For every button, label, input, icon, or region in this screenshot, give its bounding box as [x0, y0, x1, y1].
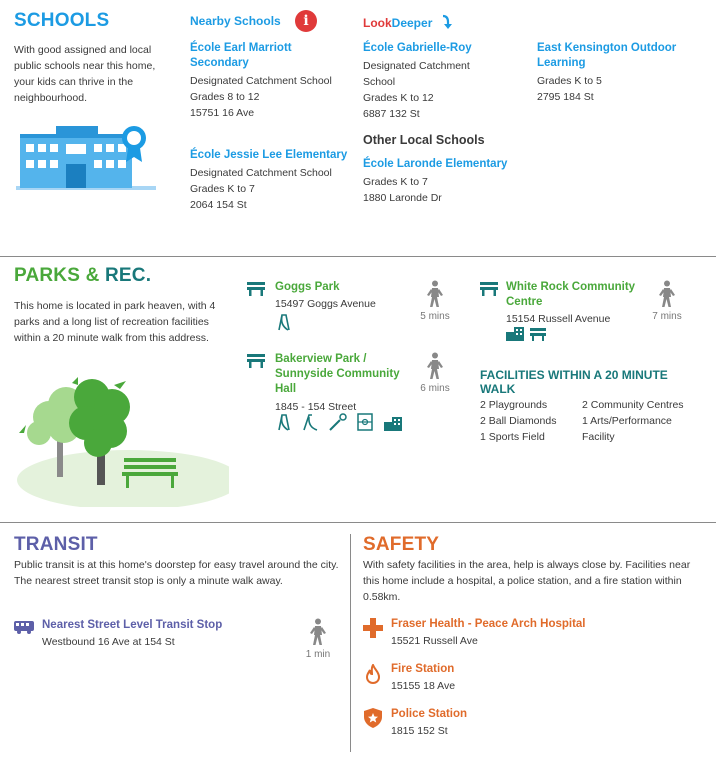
- park-address: 15154 Russell Avenue: [506, 313, 611, 325]
- school-address: 2795 184 St: [537, 91, 594, 103]
- safety-item: [391, 707, 701, 739]
- walking-person-icon: [308, 618, 328, 646]
- playground-slide-icon: [276, 313, 292, 331]
- column-divider: [350, 534, 351, 752]
- transit-stop-address: Westbound 16 Ave at 154 St: [42, 636, 175, 648]
- lookdeeper-button[interactable]: [363, 14, 454, 30]
- school-grades: Grades K to 7: [190, 183, 255, 195]
- park-bench-icon: [247, 280, 265, 296]
- parks-title-amp: &: [80, 265, 105, 286]
- transit-intro: Public transit is at this home's doorstep for easy travel around the city. The nearest street transit stop is only a minute walk away.: [14, 559, 339, 587]
- school-item: [363, 41, 523, 122]
- walk-time: 6 mins: [420, 383, 450, 394]
- walking-person-icon: [657, 280, 677, 308]
- sports-field-icon: [357, 413, 373, 431]
- safety-name-link[interactable]: Fire Station: [391, 663, 455, 675]
- school-address: 1880 Laronde Dr: [363, 192, 442, 204]
- info-icon[interactable]: i: [295, 10, 317, 32]
- community-centre-icon: [384, 417, 402, 431]
- safety-intro: With safety facilities in the area, help is always close by. Facilities near this home include a hospital, a police station, and a fire station within 0.58km.: [363, 559, 691, 603]
- walking-person-icon: [425, 280, 445, 308]
- facility-icons: [276, 413, 402, 436]
- facilities-right-list: [582, 397, 697, 445]
- safety-address: 15521 Russell Ave: [391, 635, 478, 647]
- park-item: [275, 280, 415, 312]
- safety-address: 15155 18 Ave: [391, 680, 456, 692]
- school-name-link[interactable]: École Jessie Lee Elementary: [190, 149, 348, 161]
- school-grades: Grades K to 5: [537, 75, 602, 87]
- safety-name-link[interactable]: Fraser Health - Peace Arch Hospital: [391, 618, 586, 630]
- walk-time: 1 min: [305, 649, 331, 660]
- facility-item: 1 Arts/Performance Facility: [582, 415, 672, 443]
- facility-item: 1 Sports Field: [480, 431, 545, 443]
- community-centre-icon: [506, 327, 524, 341]
- nearby-schools-label: Nearby Schools: [190, 14, 281, 28]
- school-item: [190, 148, 350, 213]
- transit-stop: [42, 618, 292, 650]
- park-bench-icon: [480, 280, 498, 296]
- fire-icon: [365, 664, 381, 684]
- park-item: [506, 280, 646, 327]
- playground-slide-icon: [276, 413, 292, 431]
- school-name-link[interactable]: École Earl Marriott Secondary: [190, 42, 292, 69]
- park-bench-icon: [530, 327, 546, 341]
- lookdeeper-deeper: Deeper: [391, 16, 433, 30]
- park-bench-icon: [247, 352, 265, 368]
- school-address: 15751 16 Ave: [190, 107, 255, 119]
- hospital-cross-icon: [363, 618, 383, 638]
- school-name-link[interactable]: École Gabrielle-Roy: [363, 42, 472, 54]
- walking-person-icon: [425, 352, 445, 380]
- ball-diamond-icon: [329, 413, 347, 431]
- facilities-left-list: [480, 397, 580, 445]
- facility-item: 2 Playgrounds: [480, 399, 548, 411]
- park-name-link[interactable]: White Rock Community Centre: [506, 281, 636, 308]
- school-type: Designated Catchment School: [190, 75, 332, 87]
- transit-title: TRANSIT: [14, 534, 98, 555]
- facility-item: 2 Ball Diamonds: [480, 415, 557, 427]
- police-badge-icon: [364, 708, 382, 728]
- school-item: [190, 41, 350, 121]
- park-address: 15497 Goggs Avenue: [275, 298, 376, 310]
- parks-intro: This home is located in park heaven, with 4 parks and a long list of recreation facilities within a 20 minute walk from this address.: [14, 300, 216, 344]
- school-name-link[interactable]: East Kensington Outdoor Learning: [537, 42, 677, 69]
- park-name-link[interactable]: Bakerview Park / Sunnyside Community Hall: [275, 353, 400, 395]
- school-grades: Grades K to 12: [363, 92, 434, 104]
- school-grades: Grades K to 7: [363, 176, 428, 188]
- section-divider: [0, 256, 716, 257]
- facilities-title: FACILITIES WITHIN A 20 MINUTE WALK: [480, 368, 668, 396]
- walk-time: 5 mins: [420, 311, 450, 322]
- park-item: [275, 352, 415, 415]
- safety-name-link[interactable]: Police Station: [391, 708, 468, 720]
- lookdeeper-look: Look: [363, 16, 392, 30]
- park-name-link[interactable]: Goggs Park: [275, 281, 340, 293]
- trees-illustration: [14, 375, 229, 507]
- safety-title: SAFETY: [363, 534, 440, 555]
- school-name-link[interactable]: École Laronde Elementary: [363, 158, 508, 170]
- school-address: 2064 154 St: [190, 199, 247, 211]
- school-type: Designated Catchment School: [190, 167, 332, 179]
- transit-stop-link[interactable]: Nearest Street Level Transit Stop: [42, 619, 223, 631]
- section-divider: [0, 522, 716, 523]
- playground-slide-icon: [302, 413, 318, 431]
- parks-title-parks: PARKS: [14, 265, 81, 286]
- school-address: 6887 132 St: [363, 108, 420, 120]
- other-schools-label: Other Local Schools: [363, 133, 485, 147]
- school-type: Designated Catchment School: [363, 60, 470, 88]
- schools-intro: With good assigned and local public schools near this home, your kids can thrive in the neighbourhood.: [14, 44, 156, 104]
- school-building-icon: [16, 120, 156, 192]
- school-grades: Grades 8 to 12: [190, 91, 260, 103]
- school-item: [363, 157, 523, 206]
- schools-title: SCHOOLS: [14, 10, 110, 31]
- parks-title-rec: REC.: [105, 265, 152, 286]
- down-arrow-icon: [440, 14, 454, 30]
- bus-icon: [14, 620, 34, 634]
- safety-address: 1815 152 St: [391, 725, 448, 737]
- parks-title: [14, 265, 151, 287]
- safety-item: [391, 662, 701, 694]
- safety-item: [391, 617, 701, 649]
- facility-item: 2 Community Centres: [582, 399, 684, 411]
- park-address: 1845 - 154 Street: [275, 401, 357, 413]
- walk-time: 7 mins: [652, 311, 682, 322]
- school-item: [537, 41, 707, 105]
